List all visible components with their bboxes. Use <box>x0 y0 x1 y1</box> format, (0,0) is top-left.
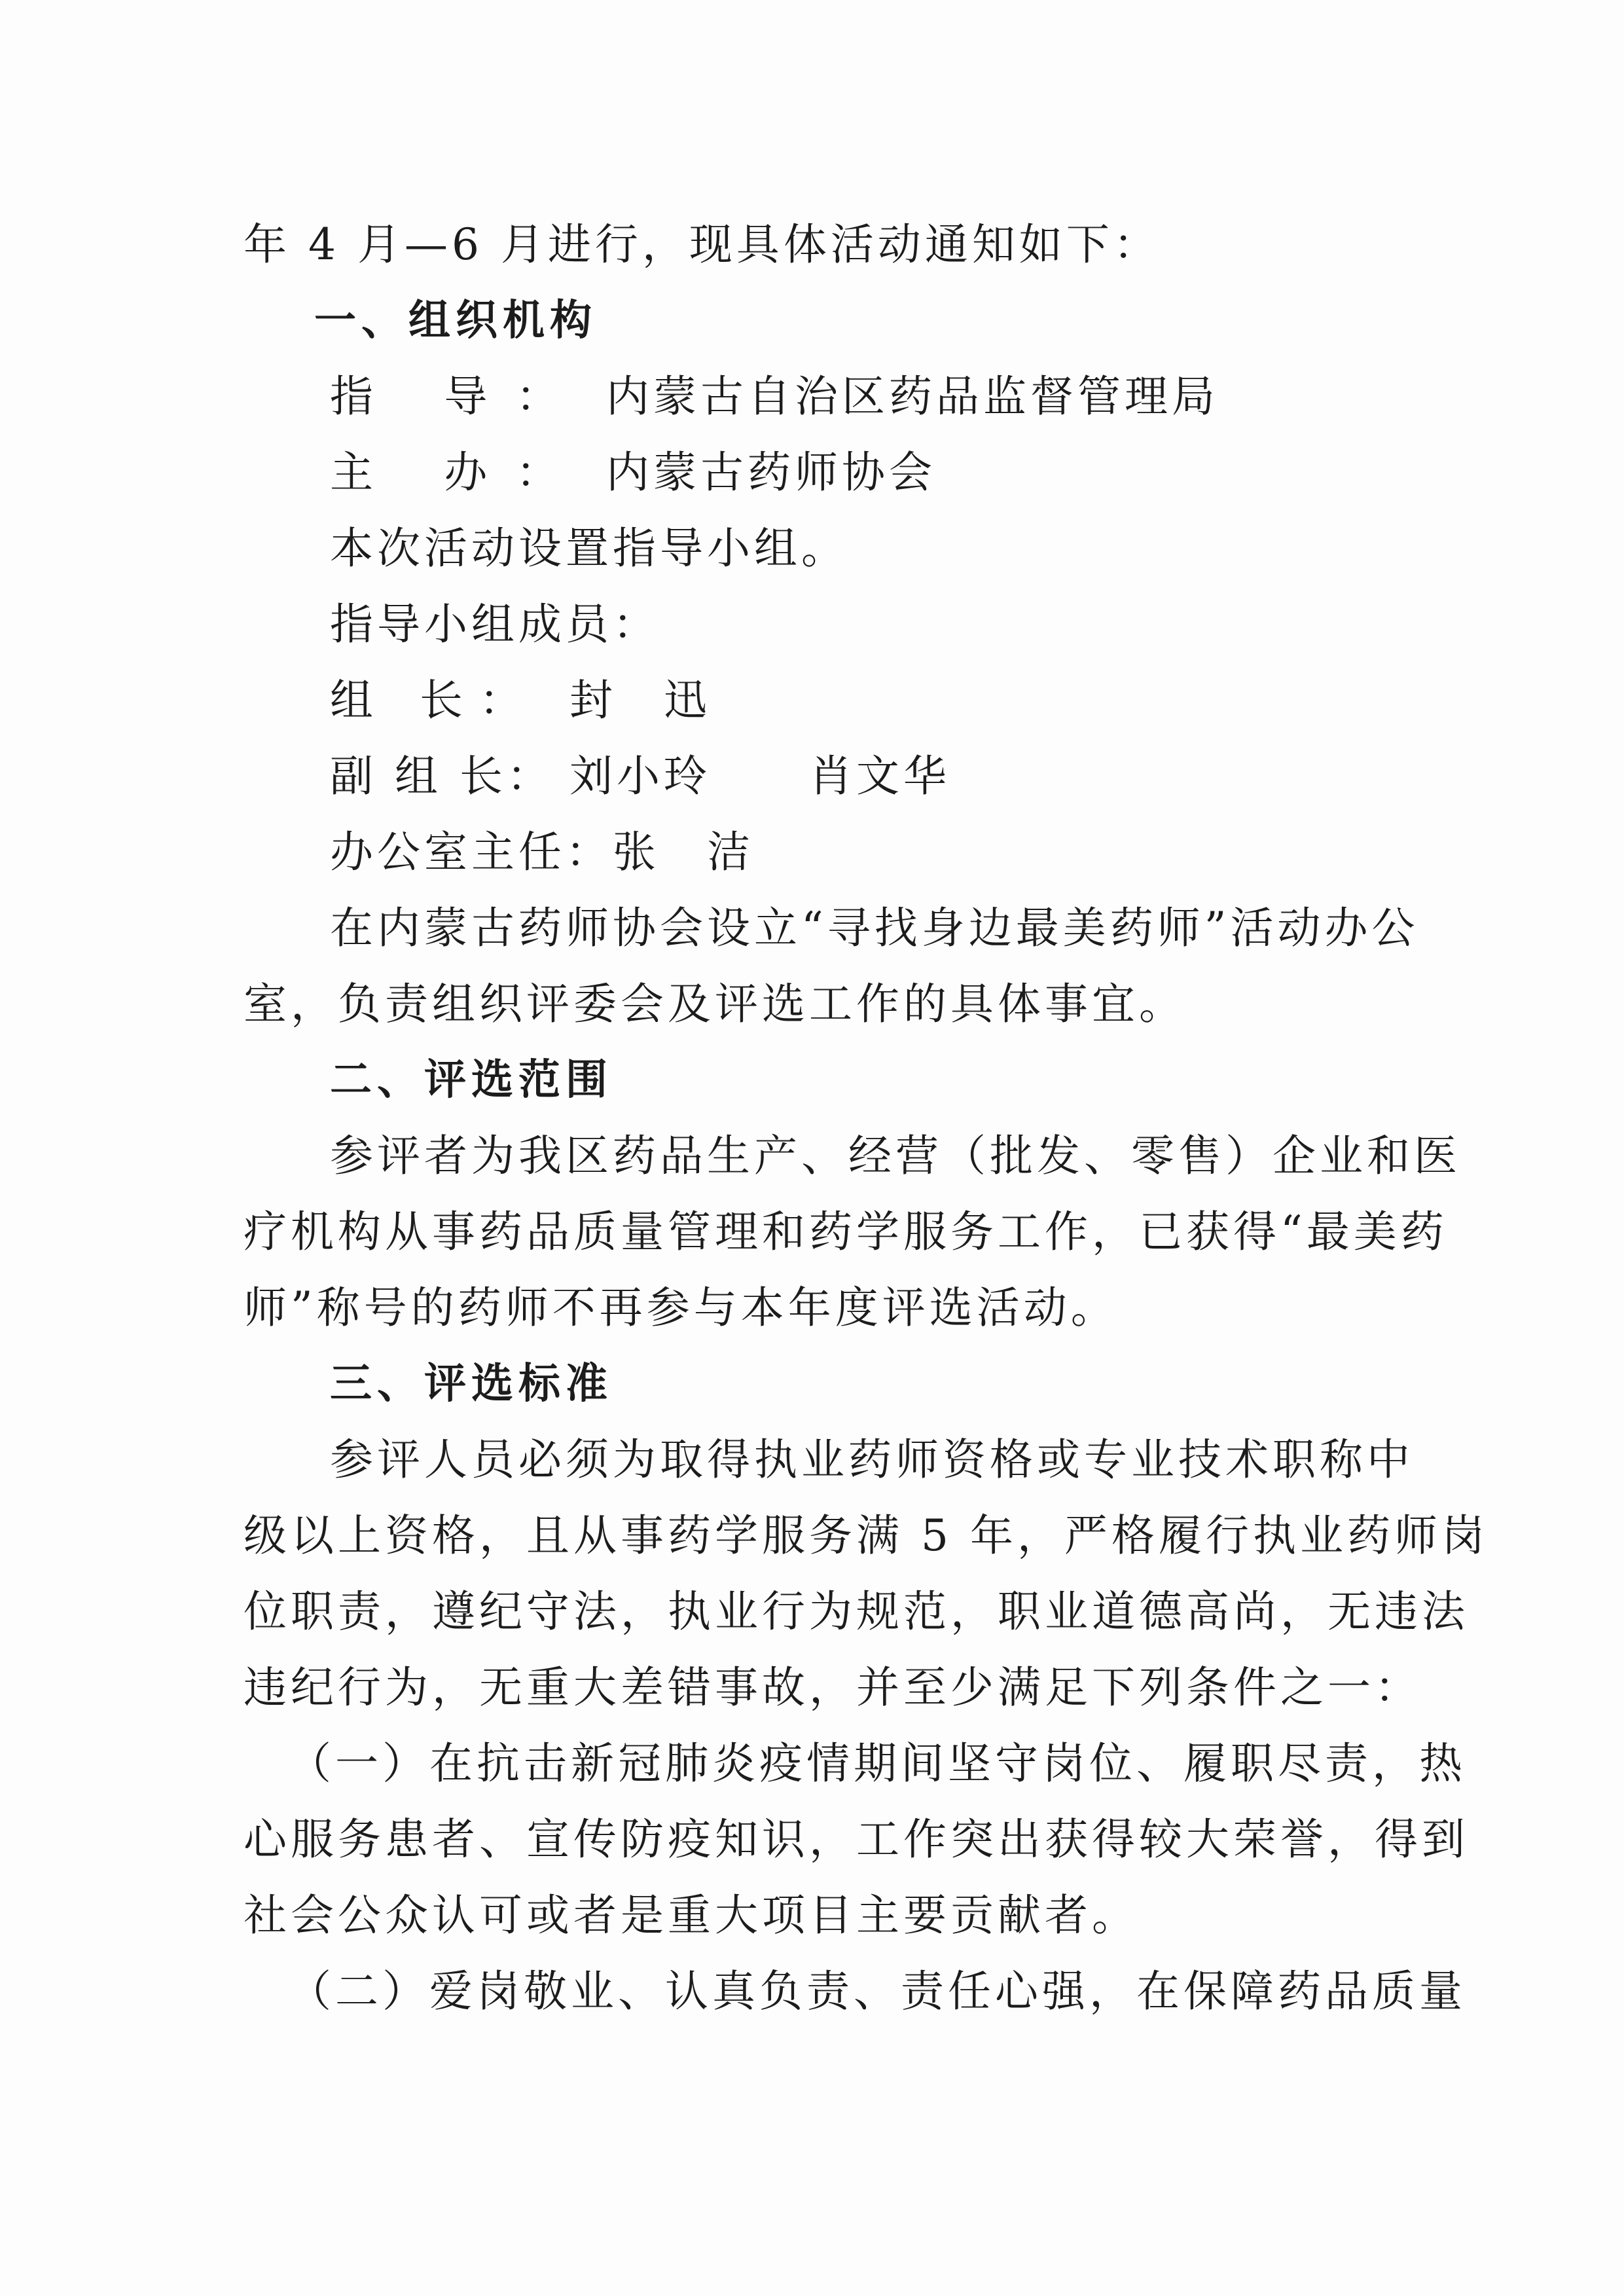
deputy-row <box>330 737 1469 816</box>
item2-line-1: （二）爱岗敬业、认真负责、责任心强，在保障药品质量 <box>288 1966 1466 2016</box>
section2-para-line-3: 师”称号的药师不再参与本年度评选活动。 <box>244 1283 1118 1333</box>
office-name: 张 洁 <box>613 827 754 877</box>
section3-para-line-3: 位职责，遵纪守法，执业行为规范，职业道德高尚，无违法 <box>244 1586 1469 1637</box>
leader-name: 封 迅 <box>569 675 711 725</box>
item1-line-3: 社会公众认可或者是重大项目主要贡献者。 <box>244 1890 1139 1941</box>
office-row <box>330 813 1469 892</box>
section2-para-line-1: 参评者为我区药品生产、经营（批发、零售）企业和医 <box>330 1131 1461 1181</box>
leader-label: 组 长： <box>330 675 526 725</box>
guide-row <box>330 357 1469 436</box>
deputy-name-1: 刘小玲 <box>569 751 711 801</box>
item1-line-2: 心服务患者、宣传防疫知识，工作突出获得较大荣誉，得到 <box>244 1814 1469 1865</box>
deputy-label: 副 组 长： <box>330 751 554 801</box>
host-label: 主 办： <box>330 447 563 498</box>
section3-para-line-4: 违纪行为，无重大差错事故，并至少满足下列条件之一： <box>244 1662 1422 1713</box>
host-row <box>330 433 1469 512</box>
section3-para-line-1: 参评人员必须为取得执业药师资格或专业技术职称中 <box>330 1434 1414 1485</box>
host-value: 内蒙古药师协会 <box>606 447 936 498</box>
item1-line-1: （一）在抗击新冠肺炎疫情期间坚守岗位、履职尽责，热 <box>288 1738 1466 1789</box>
guide-label: 指 导： <box>330 371 563 422</box>
section3-para-line-2: 级以上资格，且从事药学服务满 5 年，严格履行执业药师岗 <box>244 1510 1489 1561</box>
members-title-line: 指导小组成员： <box>330 599 660 649</box>
office-label: 办公室主任： <box>330 827 613 877</box>
section3-heading: 三、评选标准 <box>330 1360 613 1408</box>
section1-heading: 一、组织机构 <box>314 297 597 345</box>
group-note-line: 本次活动设置指导小组。 <box>330 523 848 574</box>
office-para-line-2: 室，负责组织评委会及评选工作的具体事宜。 <box>244 979 1186 1029</box>
section2-heading: 二、评选范围 <box>330 1056 613 1104</box>
section2-para-line-2: 疗机构从事药品质量管理和药学服务工作，已获得“最美药 <box>244 1207 1448 1257</box>
deputy-name-2: 肖文华 <box>809 751 950 801</box>
guide-value: 内蒙古自治区药品监督管理局 <box>606 371 1219 422</box>
intro-tail-line: 年 4 月—6 月进行，现具体活动通知如下： <box>244 219 1161 270</box>
office-para-line-1: 在内蒙古药师协会设立“寻找身边最美药师”活动办公 <box>330 903 1419 953</box>
leader-row <box>330 661 1469 740</box>
